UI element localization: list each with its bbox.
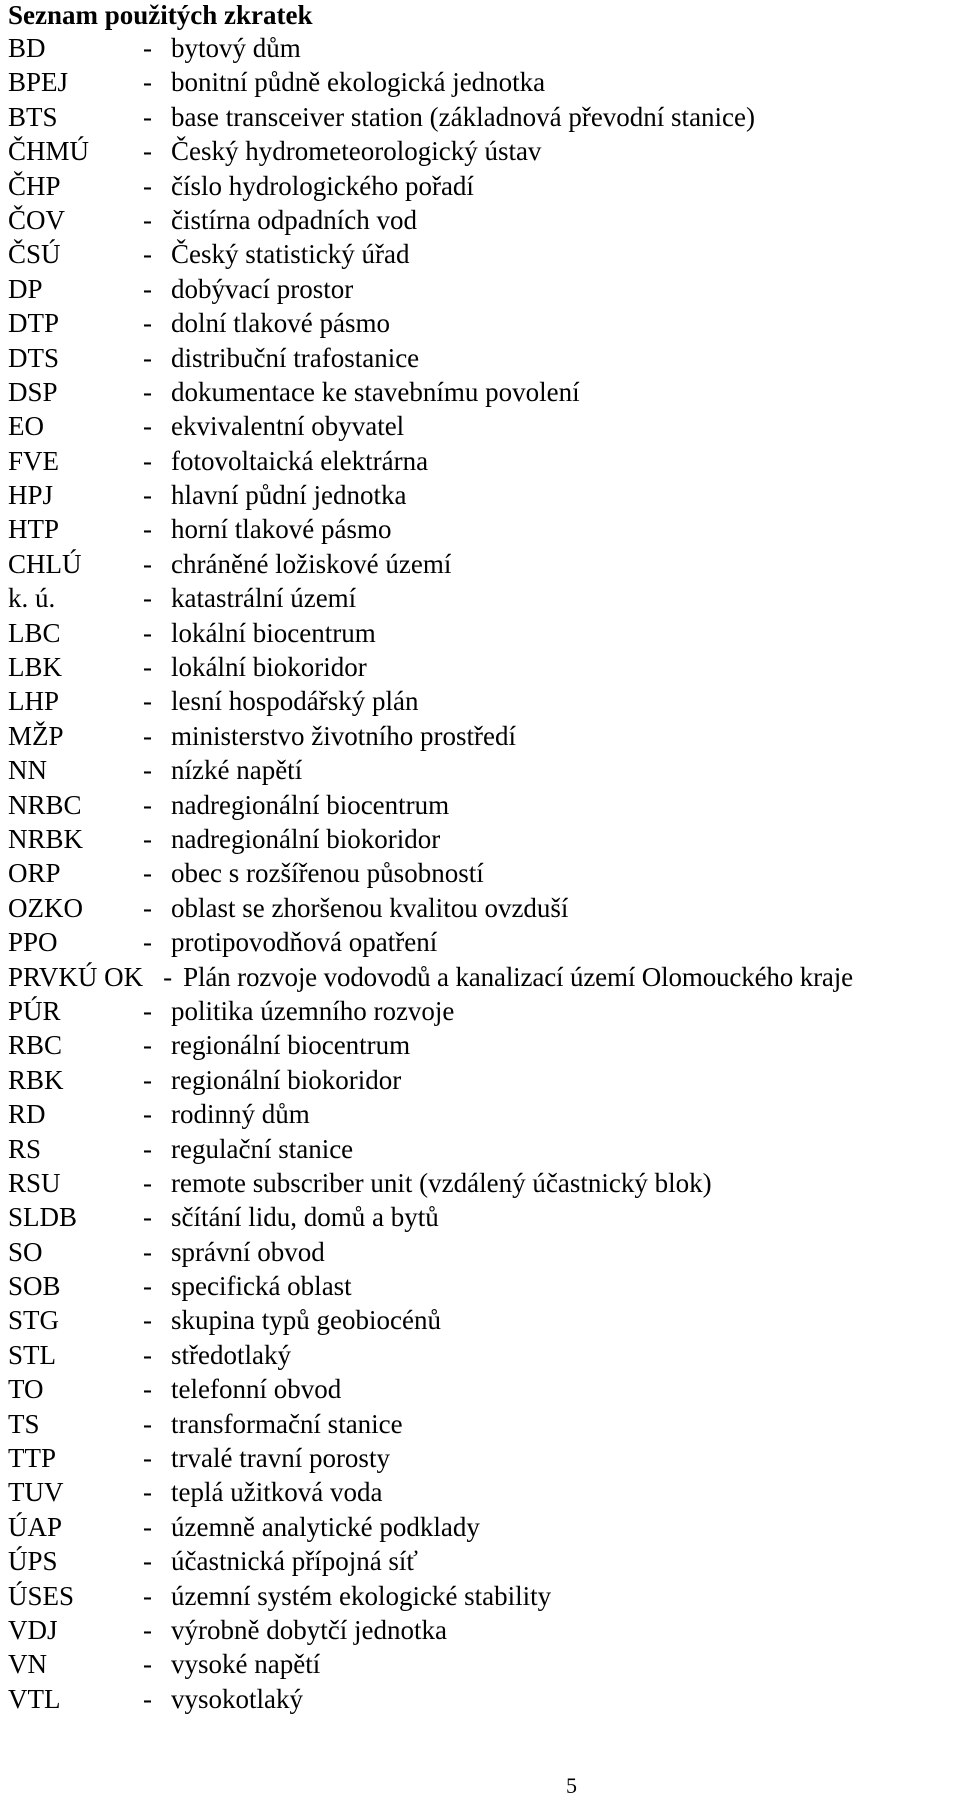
abbreviation-term: PRVKÚ OK	[8, 961, 144, 992]
separator-dash: -	[143, 1133, 152, 1164]
abbreviation-meaning: vysokotlaký	[171, 1683, 303, 1714]
separator-dash: -	[143, 1271, 152, 1302]
abbreviation-row	[8, 822, 960, 856]
separator-dash: -	[143, 376, 152, 407]
abbreviation-row	[8, 203, 960, 237]
separator-dash: -	[143, 445, 152, 476]
abbreviation-term: RBK	[8, 1064, 64, 1095]
abbreviation-row	[8, 1544, 960, 1578]
abbreviation-term: TS	[8, 1408, 40, 1439]
abbreviation-meaning: politika územního rozvoje	[171, 995, 455, 1026]
abbreviation-row	[8, 444, 960, 478]
abbreviation-term: HPJ	[8, 480, 54, 511]
abbreviation-meaning: číslo hydrologického pořadí	[171, 170, 474, 201]
abbreviation-term: CHLÚ	[8, 548, 82, 579]
abbreviation-row	[8, 1200, 960, 1234]
abbreviation-term: ČHP	[8, 170, 61, 201]
separator-dash: -	[143, 1339, 152, 1370]
abbreviation-meaning: hlavní půdní jednotka	[171, 480, 407, 511]
abbreviation-row	[8, 1407, 960, 1441]
abbreviation-meaning: dolní tlakové pásmo	[171, 308, 390, 339]
abbreviation-row	[8, 169, 960, 203]
abbreviation-term: RSU	[8, 1167, 61, 1198]
separator-dash: -	[143, 1202, 152, 1233]
abbreviation-meaning: fotovoltaická elektrárna	[171, 445, 429, 476]
separator-dash: -	[143, 1511, 152, 1542]
abbreviation-term: TUV	[8, 1477, 64, 1508]
abbreviation-meaning: bytový dům	[171, 33, 301, 63]
abbreviation-meaning: lokální biocentrum	[171, 617, 376, 648]
abbreviation-row	[8, 719, 960, 753]
abbreviation-meaning: katastrální území	[171, 583, 357, 614]
abbreviation-row	[8, 1372, 960, 1406]
separator-dash: -	[143, 1167, 152, 1198]
separator-dash: -	[143, 33, 152, 63]
abbreviation-meaning: Český statistický úřad	[171, 239, 410, 270]
separator-dash: -	[143, 1305, 152, 1336]
abbreviation-term: DTS	[8, 342, 60, 373]
separator-dash: -	[143, 755, 152, 786]
abbreviation-meaning: regulační stanice	[171, 1133, 354, 1164]
abbreviation-meaning: regionální biokoridor	[171, 1064, 402, 1095]
abbreviation-meaning: distribuční trafostanice	[171, 342, 420, 373]
abbreviation-meaning: telefonní obvod	[171, 1374, 342, 1405]
abbreviation-row	[8, 891, 960, 925]
abbreviation-term: SOB	[8, 1271, 61, 1302]
separator-dash: -	[143, 514, 152, 545]
abbreviation-term: NN	[8, 755, 47, 786]
abbreviation-term: PÚR	[8, 995, 61, 1026]
abbreviation-term: k. ú.	[8, 583, 56, 614]
separator-dash: -	[143, 583, 152, 614]
abbreviation-row	[8, 788, 960, 822]
abbreviation-term: VTL	[8, 1683, 61, 1714]
abbreviation-meaning: nízké napětí	[171, 755, 303, 786]
abbreviation-row	[8, 650, 960, 684]
abbreviation-meaning: oblast se zhoršenou kvalitou ovzduší	[171, 892, 569, 923]
separator-dash: -	[143, 480, 152, 511]
abbreviation-term: ČHMÚ	[8, 136, 90, 167]
abbreviation-row	[8, 512, 960, 546]
abbreviation-term: TTP	[8, 1443, 57, 1474]
abbreviation-term: ÚAP	[8, 1511, 63, 1542]
abbreviation-meaning: transformační stanice	[171, 1408, 403, 1439]
separator-dash: -	[143, 1546, 152, 1577]
abbreviation-row	[8, 1132, 960, 1166]
abbreviation-row	[8, 994, 960, 1028]
abbreviation-term: FVE	[8, 445, 60, 476]
abbreviation-meaning: chráněné ložiskové území	[171, 548, 452, 579]
abbreviation-term: BPEJ	[8, 67, 69, 98]
abbreviation-meaning: teplá užitková voda	[171, 1477, 383, 1508]
abbreviation-row	[8, 1441, 960, 1475]
abbreviation-term: LBC	[8, 617, 61, 648]
abbreviation-term: STG	[8, 1305, 60, 1336]
abbreviation-meaning: skupina typů geobiocénů	[171, 1305, 441, 1336]
abbreviation-row	[8, 581, 960, 615]
abbreviation-row	[8, 375, 960, 409]
abbreviation-meaning: středotlaký	[171, 1339, 291, 1370]
abbreviation-row	[8, 1028, 960, 1062]
abbreviation-term: PPO	[8, 927, 58, 958]
abbreviation-term: LBK	[8, 652, 62, 683]
abbreviation-term: HTP	[8, 514, 60, 545]
abbreviation-meaning: trvalé travní porosty	[171, 1443, 390, 1474]
separator-dash: -	[143, 789, 152, 820]
abbreviation-term: ČOV	[8, 204, 66, 235]
abbreviation-meaning: rodinný dům	[171, 1099, 310, 1130]
abbreviation-meaning: regionální biocentrum	[171, 1030, 411, 1061]
abbreviation-term: RD	[8, 1099, 46, 1130]
abbreviation-meaning: čistírna odpadních vod	[171, 204, 417, 235]
abbreviation-term: NRBK	[8, 823, 84, 854]
abbreviation-row	[8, 134, 960, 168]
abbreviation-term: BD	[8, 33, 46, 63]
abbreviation-term: OZKO	[8, 892, 83, 923]
abbreviation-row	[8, 1647, 960, 1681]
abbreviation-meaning: ekvivalentní obyvatel	[171, 411, 405, 442]
abbreviation-term: DP	[8, 273, 43, 304]
abbreviation-meaning: účastnická přípojná síť	[171, 1546, 418, 1577]
abbreviation-meaning: lesní hospodářský plán	[171, 686, 419, 717]
abbreviation-meaning: lokální biokoridor	[171, 652, 367, 683]
abbreviation-meaning: Plán rozvoje vodovodů a kanalizací území Olomouckého kraje	[183, 961, 853, 992]
abbreviation-row	[8, 1338, 960, 1372]
abbreviation-term: STL	[8, 1339, 57, 1370]
abbreviation-row	[8, 1682, 960, 1716]
separator-dash: -	[163, 961, 173, 992]
abbreviation-meaning: obec s rozšířenou působností	[171, 858, 484, 889]
separator-dash: -	[143, 1649, 152, 1680]
separator-dash: -	[143, 1580, 152, 1611]
abbreviation-meaning: vysoké napětí	[171, 1649, 321, 1680]
abbreviation-row	[8, 616, 960, 650]
separator-dash: -	[143, 548, 152, 579]
abbreviation-meaning: ministerstvo životního prostředí	[171, 720, 516, 751]
abbreviation-meaning: dokumentace ke stavebnímu povolení	[171, 376, 580, 407]
separator-dash: -	[143, 652, 152, 683]
abbreviation-term: RBC	[8, 1030, 63, 1061]
abbreviation-meaning: správní obvod	[171, 1236, 325, 1267]
abbreviation-term: VDJ	[8, 1614, 58, 1645]
abbreviation-term: VN	[8, 1649, 47, 1680]
abbreviation-row	[8, 753, 960, 787]
separator-dash: -	[143, 1374, 152, 1405]
abbreviation-meaning: specifická oblast	[171, 1271, 352, 1302]
separator-dash: -	[143, 858, 152, 889]
separator-dash: -	[143, 892, 152, 923]
abbreviation-term: ÚPS	[8, 1546, 58, 1577]
abbreviation-term: LHP	[8, 686, 60, 717]
abbreviation-row	[8, 478, 960, 512]
abbreviation-term: DTP	[8, 308, 60, 339]
abbreviation-row	[8, 1063, 960, 1097]
separator-dash: -	[143, 67, 152, 98]
abbreviation-meaning: územně analytické podklady	[171, 1511, 480, 1542]
separator-dash: -	[143, 617, 152, 648]
abbreviation-row	[8, 306, 960, 340]
separator-dash: -	[143, 1030, 152, 1061]
separator-dash: -	[143, 1064, 152, 1095]
page-number: 5	[566, 1773, 577, 1798]
abbreviation-meaning: nadregionální biokoridor	[171, 823, 441, 854]
abbreviation-meaning: horní tlakové pásmo	[171, 514, 392, 545]
abbreviation-row	[8, 1510, 960, 1544]
abbreviation-meaning: výrobně dobytčí jednotka	[171, 1614, 447, 1645]
abbreviation-row	[8, 409, 960, 443]
abbreviation-term: TO	[8, 1374, 44, 1405]
abbreviation-term: ORP	[8, 858, 61, 889]
abbreviation-meaning: base transceiver station (základnová převodní stanice)	[171, 101, 756, 132]
abbreviation-row	[8, 100, 960, 134]
abbreviation-row	[8, 547, 960, 581]
abbreviation-row	[8, 1475, 960, 1509]
abbreviation-term: NRBC	[8, 789, 82, 820]
abbreviation-row	[8, 684, 960, 718]
abbreviation-meaning: sčítání lidu, domů a bytů	[171, 1202, 439, 1233]
separator-dash: -	[143, 1099, 152, 1130]
abbreviation-list	[8, 31, 960, 1716]
abbreviation-row	[8, 272, 960, 306]
separator-dash: -	[143, 170, 152, 201]
separator-dash: -	[143, 823, 152, 854]
abbreviation-row	[8, 1235, 960, 1269]
separator-dash: -	[143, 927, 152, 958]
separator-dash: -	[143, 308, 152, 339]
abbreviation-meaning: remote subscriber unit (vzdálený účastnický blok)	[171, 1167, 712, 1198]
abbreviation-row	[8, 31, 960, 65]
abbreviation-term: DSP	[8, 376, 58, 407]
abbreviation-term: ČSÚ	[8, 239, 61, 270]
separator-dash: -	[143, 239, 152, 270]
abbreviation-term: MŽP	[8, 720, 64, 751]
abbreviation-meaning: bonitní půdně ekologická jednotka	[171, 67, 546, 98]
separator-dash: -	[143, 1443, 152, 1474]
abbreviation-row	[8, 1166, 960, 1200]
separator-dash: -	[143, 342, 152, 373]
separator-dash: -	[143, 995, 152, 1026]
abbreviation-term: RS	[8, 1133, 42, 1164]
abbreviation-row	[8, 1579, 960, 1613]
separator-dash: -	[143, 1477, 152, 1508]
abbreviation-row	[8, 925, 960, 959]
separator-dash: -	[143, 1408, 152, 1439]
separator-dash: -	[143, 204, 152, 235]
separator-dash: -	[143, 1683, 152, 1714]
abbreviation-row	[8, 1269, 960, 1303]
abbreviation-term: SLDB	[8, 1202, 78, 1233]
separator-dash: -	[143, 686, 152, 717]
separator-dash: -	[143, 273, 152, 304]
separator-dash: -	[143, 411, 152, 442]
abbreviation-row	[8, 856, 960, 890]
abbreviation-row	[8, 1303, 960, 1337]
abbreviation-row	[8, 341, 960, 375]
separator-dash: -	[143, 720, 152, 751]
separator-dash: -	[143, 1236, 152, 1267]
abbreviation-term: BTS	[8, 101, 58, 132]
abbreviation-term: EO	[8, 411, 44, 442]
separator-dash: -	[143, 101, 152, 132]
separator-dash: -	[143, 1614, 152, 1645]
page-title: Seznam použitých zkratek	[8, 0, 313, 30]
abbreviation-meaning: Český hydrometeorologický ústav	[171, 136, 542, 167]
abbreviation-term: ÚSES	[8, 1580, 75, 1611]
abbreviation-row	[8, 960, 960, 994]
abbreviation-row	[8, 65, 960, 99]
abbreviation-row	[8, 237, 960, 271]
separator-dash: -	[143, 136, 152, 167]
abbreviation-meaning: územní systém ekologické stability	[171, 1580, 552, 1611]
abbreviation-meaning: dobývací prostor	[171, 273, 354, 304]
abbreviation-row	[8, 1097, 960, 1131]
abbreviation-meaning: nadregionální biocentrum	[171, 789, 450, 820]
abbreviation-term: SO	[8, 1236, 43, 1267]
abbreviation-meaning: protipovodňová opatření	[171, 927, 438, 958]
abbreviation-row	[8, 1613, 960, 1647]
